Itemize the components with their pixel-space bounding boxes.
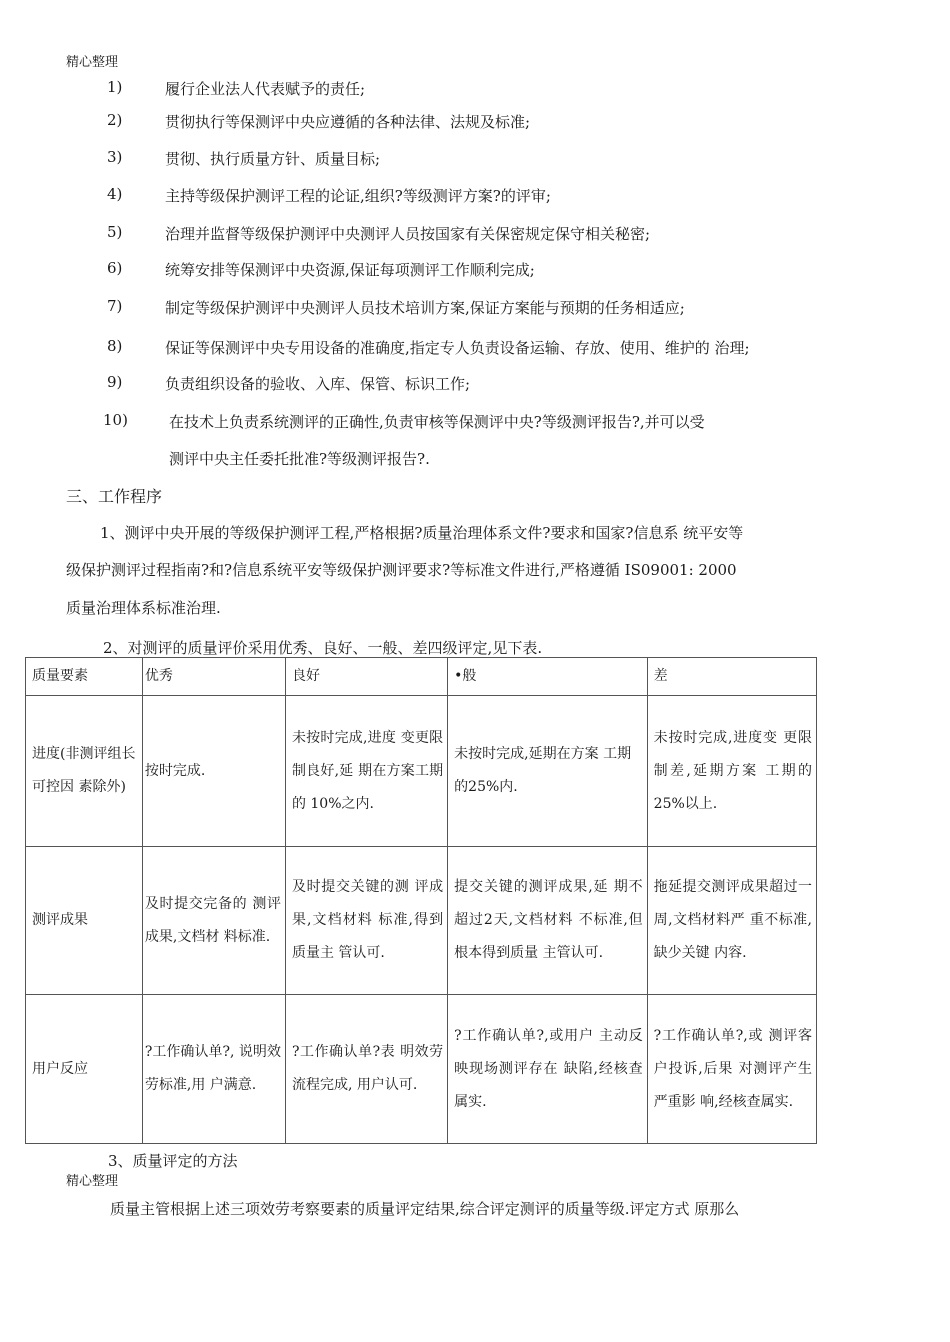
table-intro: 2、对测评的质量评价采用优秀、良好、一般、差四级评定,见下表. — [103, 639, 543, 657]
list-item-number: 7) — [107, 297, 123, 315]
page-header-label: 精心整理 — [66, 55, 119, 70]
table-row — [26, 847, 817, 995]
list-item-number: 8) — [107, 337, 123, 355]
list-item-number: 10) — [103, 411, 128, 429]
table-cell: 拖延提交测评成果超过一周,文档材料严 重不标准,缺少关键 内容. — [647, 847, 816, 995]
table-cell-factor: 进度(非测评组长可控因 素除外) — [26, 696, 143, 847]
list-item-text: 履行企业法人代表赋予的责任; — [165, 80, 366, 98]
subsection-heading: 3、质量评定的方法 — [108, 1152, 238, 1170]
paragraph-line: 质量主管根据上述三项效劳考察要素的质量评定结果,综合评定测评的质量等级.评定方式 原那么 — [110, 1200, 740, 1218]
table-header-cell: 优秀 — [142, 658, 285, 696]
list-item-number: 3) — [107, 148, 123, 166]
table-cell: 未按时完成,进度 变更限制良好,延 期在方案工期的 10%之内. — [285, 696, 447, 847]
paragraph-line: 质量治理体系标准治理. — [66, 599, 221, 617]
list-item-number: 2) — [107, 111, 123, 129]
quality-evaluation-table — [25, 657, 817, 1144]
table-cell: ?工作确认单?,或 测评客户投诉,后果 对测评产生严重影 响,经核查属实. — [647, 995, 816, 1144]
list-item-text: 统筹安排等保测评中央资源,保证每项测评工作顺利完成; — [165, 261, 535, 279]
paragraph-line: 1、测评中央开展的等级保护测评工程,严格根据?质量治理体系文件?要求和国家?信息系 统平安等 — [100, 524, 744, 542]
table-row — [26, 696, 817, 847]
table-cell: ?工作确认单?,或用户 主动反映现场测评存在 缺陷,经核查属实. — [448, 995, 648, 1144]
list-item-number: 6) — [107, 259, 123, 277]
table-header-cell: 差 — [647, 658, 816, 696]
table-header-row — [26, 658, 817, 696]
list-item-text: 治理并监督等级保护测评中央测评人员按国家有关保密规定保守相关秘密; — [165, 225, 651, 243]
list-item-text: 贯彻执行等保测评中央应遵循的各种法律、法规及标准; — [165, 113, 531, 131]
list-item-text-continued: 测评中央主任委托批准?等级测评报告?. — [169, 450, 430, 468]
table-cell-factor: 用户反应 — [26, 995, 143, 1144]
list-item-text: 在技术上负责系统测评的正确性,负责审核等保测评中央?等级测评报告?,并可以受 — [169, 413, 705, 431]
list-item-number: 9) — [107, 373, 123, 391]
table-cell: 未按时完成,延期在方案 工期的25%内. — [448, 696, 648, 847]
table-row — [26, 995, 817, 1144]
table-header-cell: 良好 — [285, 658, 447, 696]
table-cell-factor: 测评成果 — [26, 847, 143, 995]
table-header-cell: •般 — [448, 658, 648, 696]
list-item-number: 4) — [107, 185, 123, 203]
table-cell: 及时提交完备的 测评成果,文档材 料标准. — [142, 847, 285, 995]
list-item-text: 主持等级保护测评工程的论证,组织?等级测评方案?的评审; — [165, 187, 551, 205]
list-item-text: 保证等保测评中央专用设备的准确度,指定专人负责设备运输、存放、使用、维护的 治理; — [165, 339, 750, 357]
table-cell: 按时完成. — [142, 696, 285, 847]
table-cell: 及时提交关键的测 评成果,文档材料 标准,得到质量主 管认可. — [285, 847, 447, 995]
list-item-text: 制定等级保护测评中央测评人员技术培训方案,保证方案能与预期的任务相适应; — [165, 299, 685, 317]
list-item-number: 1) — [107, 78, 123, 96]
list-item-text: 负责组织设备的验收、入库、保管、标识工作; — [165, 375, 471, 393]
paragraph-line: 级保护测评过程指南?和?信息系统平安等级保护测评要求?等标准文件进行,严格遵循 IS09001: 2000 — [66, 561, 737, 579]
page-header-label: 精心整理 — [66, 1174, 119, 1189]
table-cell: 未按时完成,进度变 更限制差,延期方案 工期的25%以上. — [647, 696, 816, 847]
list-item-text: 贯彻、执行质量方针、质量目标; — [165, 150, 381, 168]
table-cell: 提交关键的测评成果,延 期不超过2天,文档材料 不标准,但根本得到质量 主管认可. — [448, 847, 648, 995]
section-heading: 三、工作程序 — [66, 487, 163, 506]
table-cell: ?工作确认单?表 明效劳流程完成, 用户认可. — [285, 995, 447, 1144]
table-header-cell: 质量要素 — [26, 658, 143, 696]
list-item-number: 5) — [107, 223, 123, 241]
table-cell: ?工作确认单?, 说明效劳标准,用 户满意. — [142, 995, 285, 1144]
